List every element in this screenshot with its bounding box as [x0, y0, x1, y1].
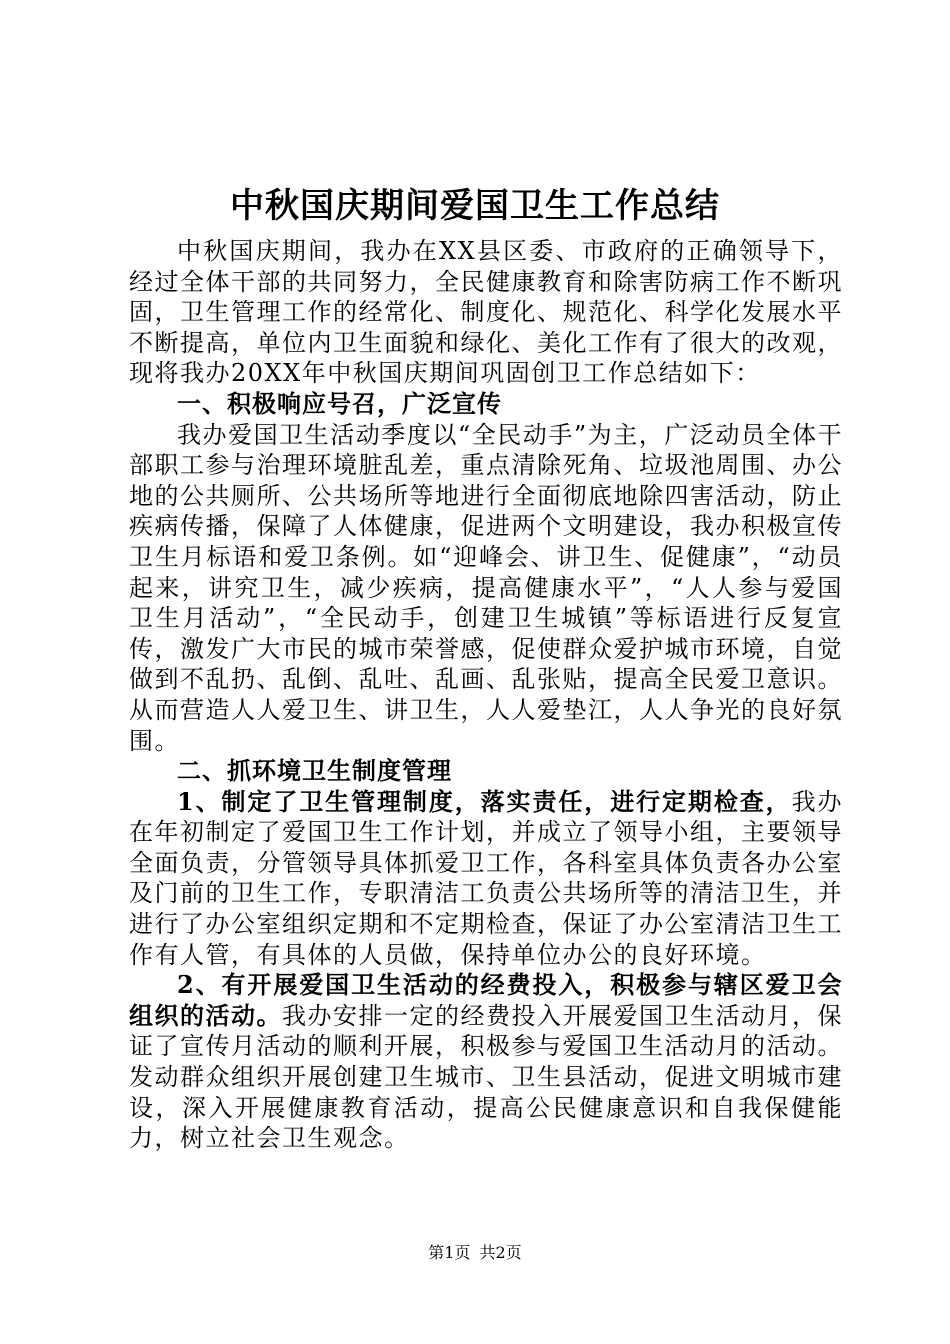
intro-paragraph: 中秋国庆期间，我办在XX县区委、市政府的正确领导下，经过全体干部的共同努力，全民健康教育和除害防病工作不断巩固，卫生管理工作的经常化、制度化、规范化、科学化发展水平不断提高，单位内卫生面貌和绿化、美化工作有了很大的改观，现将我办20XX年中秋国庆期间巩固创卫工作总结如下：	[129, 237, 843, 388]
page-footer	[0, 1243, 950, 1263]
item-2-lead: 2、有开展爱国卫生活动的经费投入，积极参与辖区爱卫会组织的活动。	[129, 970, 843, 1030]
item-2-text: 我办安排一定的经费投入开展爱国卫生活动月，保证了宣传月活动的顺利开展，积极参与爱国卫生活动月的活动。发动群众组织开展创建卫生城市、卫生县活动，促进文明城市建设，深入开展健康教育活动，提高公民健康意识和自我保健能力，树立社会卫生观念。	[129, 1001, 843, 1153]
page-total: 共2页	[479, 1243, 522, 1262]
section-1-paragraph: 我办爱国卫生活动季度以“全民动手”为主，广泛动员全体干部职工参与治理环境脏乱差，重点清除死角、垃圾池周围、办公地的公共厕所、公共场所等地进行全面彻底地除四害活动，防止疾病传播，保障了人体健康，促进两个文明建设，我办积极宣传卫生月标语和爱卫条例。如“迎峰会、讲卫生、促健康”，“动员起来，讲究卫生，减少疾病，提高健康水平”，“人人参与爱国卫生月活动”，“全民动手，创建卫生城镇”等标语进行反复宣传，激发广大市民的城市荣誉感，促使群众爱护城市环境，自觉做到不乱扔、乱倒、乱吐、乱画、乱张贴，提高全民爱卫意识。从而营造人人爱卫生、讲卫生，人人爱垫江，人人争光的良好氛围。	[129, 420, 843, 755]
item-1-lead: 1、制定了卫生管理制度，落实责任，进行定期检查，	[177, 786, 792, 816]
section-2-heading: 二、抓环境卫生制度管理	[177, 756, 452, 786]
page-number: 第1页	[428, 1243, 471, 1262]
document-title: 中秋国庆期间爱国卫生工作总结	[230, 186, 720, 226]
item-2-paragraph	[129, 970, 843, 1154]
item-1-paragraph	[129, 787, 843, 971]
section-1-heading: 一、积极响应号召，广泛宣传	[177, 388, 502, 418]
item-1-text: 我办在年初制定了爱国卫生工作计划，并成立了领导小组，主要领导全面负责，分管领导具体抓爱卫工作，各科室具体负责各办公室及门前的卫生工作，专职清洁工负责公共场所等的清洁卫生，并进行了办公室组织定期和不定期检查，保证了办公室清洁卫生工作有人管，有具体的人员做，保持单位办公的良好环境。	[129, 787, 844, 969]
document-body	[129, 236, 843, 1154]
